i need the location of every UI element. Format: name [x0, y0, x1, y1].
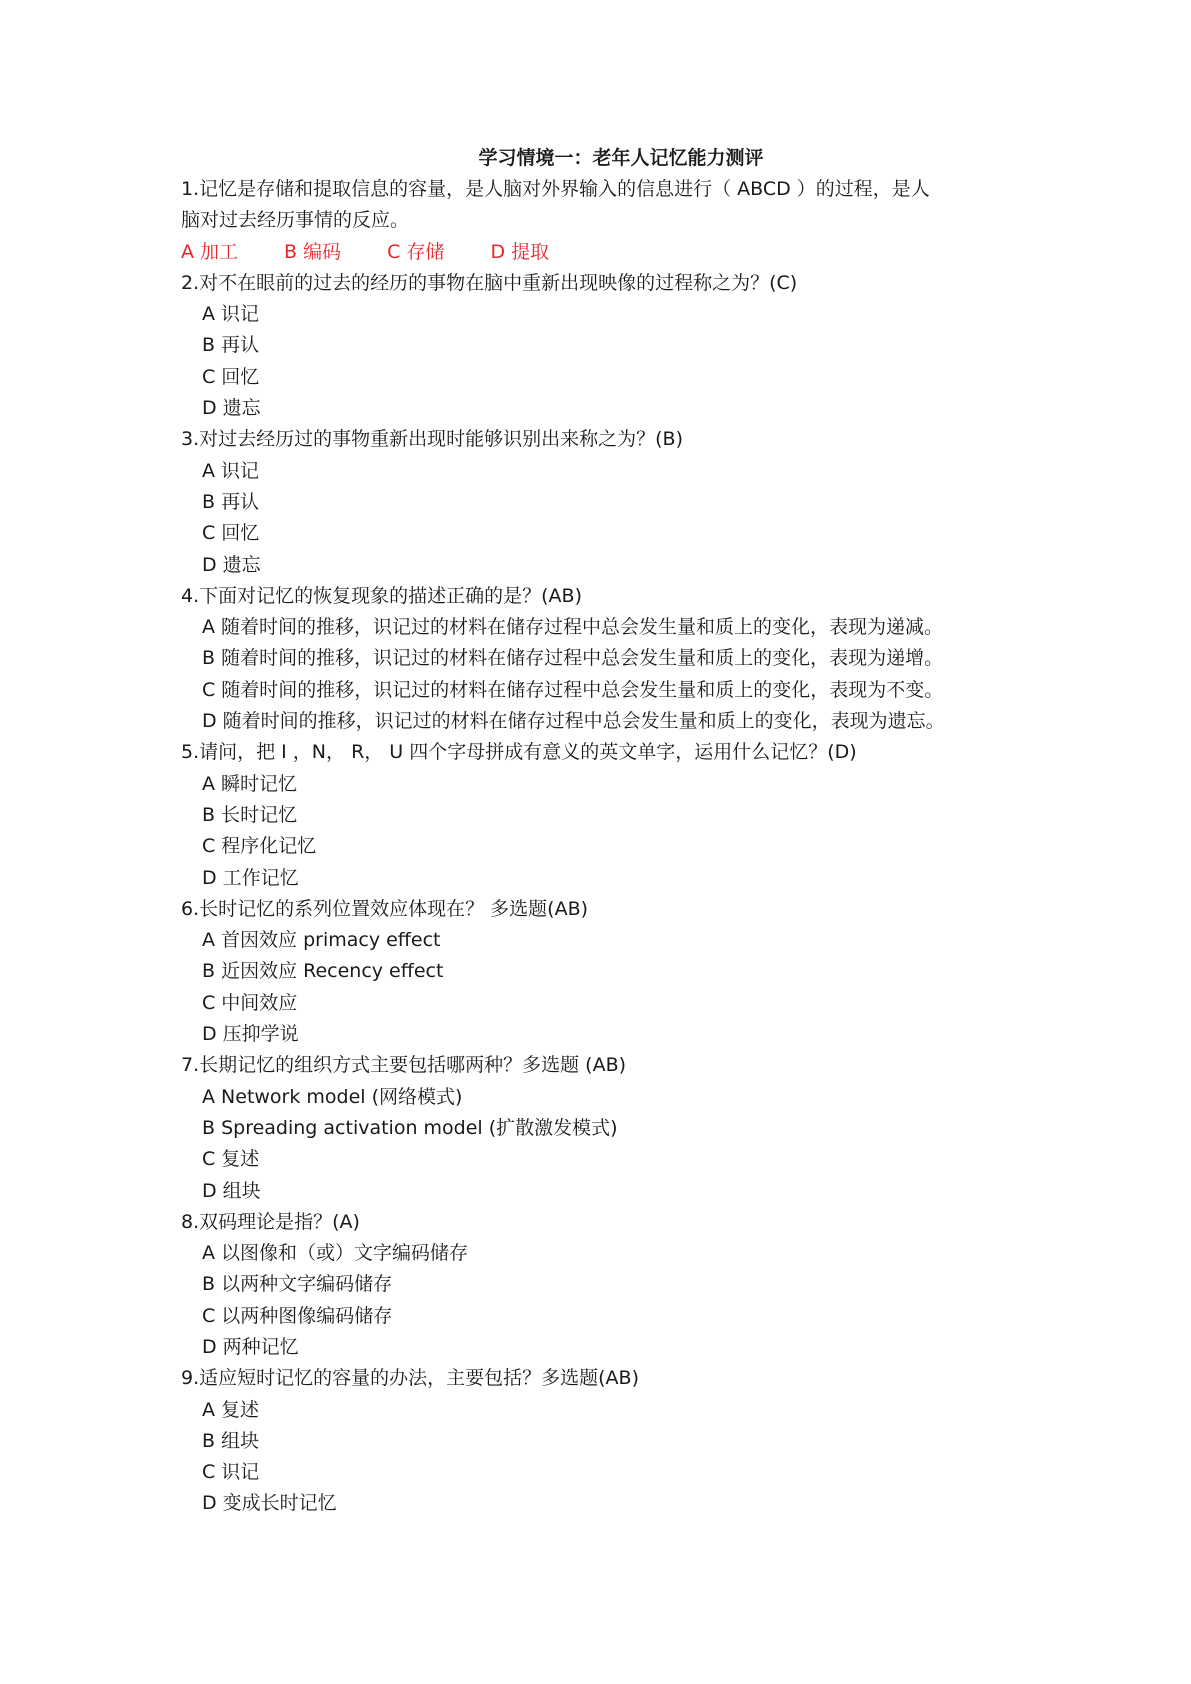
question-option: C 复述 — [202, 1148, 260, 1171]
question-stem: 6.长时记忆的系列位置效应体现在？ 多选题(AB) — [181, 897, 589, 920]
question-option: A 复述 — [202, 1398, 260, 1421]
document-body — [181, 143, 1031, 1520]
question-option: D 遗忘 — [202, 397, 261, 420]
question-option: D 遗忘 — [202, 553, 261, 576]
question-1-line-2: 脑对过去经历事情的反应。 — [181, 209, 410, 232]
question-option: A 随着时间的推移，识记过的材料在储存过程中总会发生量和质上的变化，表现为递减。 — [202, 616, 944, 639]
question-option: B 以两种文字编码储存 — [202, 1273, 393, 1296]
question-stem: 5.请问，把 I ，N， R， U 四个字母拼成有意义的英文单字，运用什么记忆？(D) — [181, 741, 857, 764]
question-stem: 4.下面对记忆的恢复现象的描述正确的是？(AB) — [181, 584, 582, 607]
question-option: C 识记 — [202, 1461, 260, 1484]
question-option: A 识记 — [202, 459, 260, 482]
question-stem: 3.对过去经历过的事物重新出现时能够识别出来称之为？(B) — [181, 428, 683, 451]
question-option: C 回忆 — [202, 365, 260, 388]
question-option: D 组块 — [202, 1179, 261, 1202]
answer-option: A 加工 — [181, 240, 239, 263]
question-option: C 随着时间的推移，识记过的材料在储存过程中总会发生量和质上的变化，表现为不变。 — [202, 678, 944, 701]
question-1-answers — [181, 237, 1031, 268]
document-title: 学习情境一：老年人记忆能力测评 — [478, 147, 764, 169]
question-option: A 瞬时记忆 — [202, 772, 298, 795]
question-option: D 压抑学说 — [202, 1023, 299, 1046]
question-option: B 长时记忆 — [202, 803, 298, 826]
question-option: A Network model (网络模式) — [202, 1085, 463, 1108]
question-option: C 以两种图像编码储存 — [202, 1304, 393, 1327]
question-option: D 工作记忆 — [202, 866, 299, 889]
question-option: A 识记 — [202, 303, 260, 326]
question-option: C 回忆 — [202, 522, 260, 545]
question-stem: 8.双码理论是指？(A) — [181, 1210, 360, 1233]
question-option: B Spreading activation model (扩散激发模式) — [202, 1116, 618, 1139]
question-option: D 随着时间的推移，识记过的材料在储存过程中总会发生量和质上的变化，表现为遗忘。 — [202, 710, 945, 733]
question-stem: 7.长期记忆的组织方式主要包括哪两种？多选题 (AB) — [181, 1054, 627, 1077]
answer-option: B 编码 — [284, 240, 342, 263]
question-option: A 首因效应 primacy effect — [202, 929, 441, 952]
answer-option: D 提取 — [490, 240, 550, 263]
question-option: D 变成长时记忆 — [202, 1492, 337, 1515]
question-option: A 以图像和（或）文字编码储存 — [202, 1242, 469, 1265]
question-option: B 再认 — [202, 334, 260, 357]
question-list — [181, 268, 1031, 1520]
question-stem: 2.对不在眼前的过去的经历的事物在脑中重新出现映像的过程称之为？(C) — [181, 271, 798, 294]
question-stem: 9.适应短时记忆的容量的办法，主要包括？多选题(AB) — [181, 1367, 639, 1390]
question-option: B 再认 — [202, 490, 260, 513]
question-option: B 近因效应 Recency effect — [202, 960, 444, 983]
question-option: C 程序化记忆 — [202, 835, 317, 858]
question-option: B 组块 — [202, 1429, 260, 1452]
answer-option: C 存储 — [387, 240, 445, 263]
question-option: C 中间效应 — [202, 991, 298, 1014]
question-1-line-1: 1.记忆是存储和提取信息的容量，是人脑对外界输入的信息进行（ ABCD ）的过程，是人 — [181, 178, 930, 200]
question-option: B 随着时间的推移，识记过的材料在储存过程中总会发生量和质上的变化，表现为递增。 — [202, 647, 944, 670]
question-option: D 两种记忆 — [202, 1335, 299, 1358]
